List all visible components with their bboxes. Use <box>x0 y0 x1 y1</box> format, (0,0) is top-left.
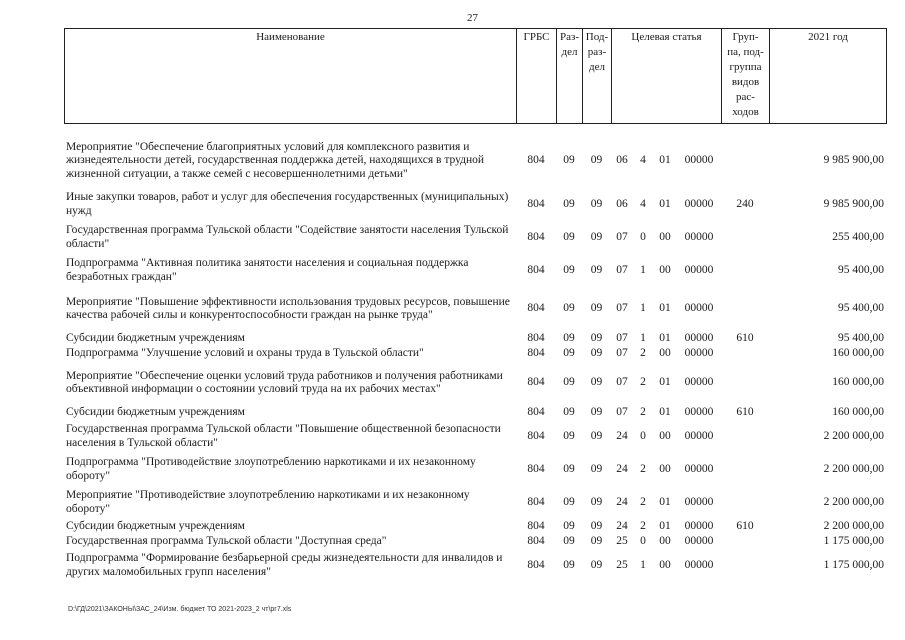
row-target-event: 01 <box>659 495 671 508</box>
row-target-subprogram: 2 <box>640 405 646 418</box>
row-grbs: 804 <box>527 519 545 532</box>
row-podrazdel: 09 <box>590 376 603 389</box>
row-expense-group <box>721 549 769 582</box>
row-target-subprogram: 2 <box>640 495 646 508</box>
row-name: Мероприятие "Противодействие злоупотреблению наркотиками и их незаконному обороту" <box>66 489 470 515</box>
row-expense-group <box>721 134 769 188</box>
header-group: Груп- па, под- группа видов рас- ходов <box>722 29 770 124</box>
row-target-subprogram: 4 <box>640 197 646 210</box>
row-razdel: 09 <box>563 462 575 475</box>
row-grbs: 804 <box>527 230 545 243</box>
table-row <box>64 287 886 331</box>
row-podrazdel: 09 <box>590 197 603 210</box>
row-target-program: 07 <box>616 331 628 344</box>
row-expense-group <box>721 254 769 287</box>
row-expense-group <box>721 420 769 453</box>
row-target-direction: 00000 <box>684 558 714 571</box>
row-amount: 1 175 000,00 <box>823 534 884 547</box>
row-podrazdel: 09 <box>590 429 603 442</box>
row-podrazdel: 09 <box>590 534 603 547</box>
row-podrazdel: 09 <box>590 263 603 276</box>
row-podrazdel: 09 <box>590 331 603 344</box>
row-razdel: 09 <box>563 519 575 532</box>
row-target-direction: 00000 <box>684 331 714 344</box>
row-grbs: 804 <box>527 346 545 359</box>
row-razdel: 09 <box>563 302 575 315</box>
row-podrazdel: 09 <box>590 519 603 532</box>
row-expense-group <box>721 221 769 254</box>
row-name: Подпрограмма "Формирование безбарьерной среды жизнедеятельности для инвалидов и других маломобильных групп населения" <box>66 552 503 578</box>
row-podrazdel: 09 <box>590 346 603 359</box>
row-target-direction: 00000 <box>684 495 714 508</box>
row-target-direction: 00000 <box>684 376 714 389</box>
row-target-event: 01 <box>659 302 671 315</box>
table-row <box>64 549 886 582</box>
table-row <box>64 420 886 453</box>
row-grbs: 804 <box>527 462 545 475</box>
row-target-subprogram: 0 <box>640 429 646 442</box>
row-target-event: 00 <box>659 230 671 243</box>
budget-table <box>64 28 886 582</box>
table-row <box>64 519 886 534</box>
table-row <box>64 221 886 254</box>
row-target-event: 01 <box>659 154 671 167</box>
table-row <box>64 254 886 287</box>
row-amount: 9 985 900,00 <box>823 154 884 167</box>
row-razdel: 09 <box>563 376 575 389</box>
row-target-program: 25 <box>616 558 628 571</box>
row-target-subprogram: 1 <box>640 263 646 276</box>
row-target-direction: 00000 <box>684 230 714 243</box>
row-razdel: 09 <box>563 534 575 547</box>
header-target: Целевая статья <box>612 29 722 124</box>
table-row <box>64 331 886 346</box>
row-amount: 95 400,00 <box>838 331 884 344</box>
row-grbs: 804 <box>527 197 545 210</box>
row-razdel: 09 <box>563 558 575 571</box>
row-name: Мероприятие "Обеспечение оценки условий труда работников и получения работниками объективной информации о состоянии условий труда на их рабочих местах" <box>66 369 503 395</box>
row-target-event: 01 <box>659 331 671 344</box>
row-target-program: 25 <box>616 534 628 547</box>
page-number: 27 <box>467 12 478 24</box>
table-row <box>64 134 886 188</box>
row-target-event: 00 <box>659 534 671 547</box>
row-target-direction: 00000 <box>684 263 714 276</box>
row-expense-group <box>721 453 769 486</box>
row-target-direction: 00000 <box>684 462 714 475</box>
row-expense-group <box>721 346 769 361</box>
row-amount: 95 400,00 <box>838 302 884 315</box>
header-razdel: Раз- дел <box>557 29 583 124</box>
row-grbs: 804 <box>527 429 545 442</box>
row-target-direction: 00000 <box>684 429 714 442</box>
row-grbs: 804 <box>527 154 545 167</box>
header-year: 2021 год <box>770 29 887 124</box>
row-name: Государственная программа Тульской области "Содействие занятости населения Тульской области" <box>66 224 509 250</box>
row-expense-group: 610 <box>736 519 754 532</box>
table-row <box>64 346 886 361</box>
row-target-direction: 00000 <box>684 405 714 418</box>
row-name: Государственная программа Тульской области "Доступная среда" <box>66 534 387 547</box>
row-amount: 2 200 000,00 <box>823 429 884 442</box>
row-razdel: 09 <box>563 331 575 344</box>
table-row <box>64 405 886 420</box>
row-grbs: 804 <box>527 405 545 418</box>
row-target-program: 07 <box>616 302 628 315</box>
row-grbs: 804 <box>527 302 545 315</box>
row-target-event: 00 <box>659 558 671 571</box>
row-target-subprogram: 2 <box>640 376 646 389</box>
row-grbs: 804 <box>527 558 545 571</box>
row-razdel: 09 <box>563 495 575 508</box>
row-name: Мероприятие "Повышение эффективности использования трудовых ресурсов, повышение качества рабочей силы и конкурентоспособности граждан на рынке труда" <box>66 295 510 321</box>
row-target-program: 07 <box>616 376 628 389</box>
row-target-subprogram: 0 <box>640 230 646 243</box>
row-target-subprogram: 1 <box>640 302 646 315</box>
table-header <box>64 28 887 124</box>
row-amount: 1 175 000,00 <box>823 558 884 571</box>
row-target-subprogram: 1 <box>640 558 646 571</box>
table-body <box>64 134 886 582</box>
row-target-event: 01 <box>659 519 671 532</box>
row-podrazdel: 09 <box>590 302 603 315</box>
row-razdel: 09 <box>563 429 575 442</box>
row-grbs: 804 <box>527 263 545 276</box>
row-amount: 9 985 900,00 <box>823 197 884 210</box>
row-amount: 160 000,00 <box>832 405 884 418</box>
row-name: Мероприятие "Обеспечение благоприятных условий для комплексного развития и жизнедеятельности детей, государственная поддержка детей, находящихся в трудной жизненной ситуации, а также семей с несовершеннолетними детьми" <box>66 140 485 180</box>
row-expense-group <box>721 486 769 519</box>
row-razdel: 09 <box>563 230 575 243</box>
row-target-program: 07 <box>616 230 628 243</box>
row-target-program: 24 <box>616 495 628 508</box>
row-name: Субсидии бюджетным учреждениям <box>66 331 245 344</box>
table-row <box>64 188 886 221</box>
header-name: Наименование <box>65 29 517 124</box>
row-grbs: 804 <box>527 534 545 547</box>
row-expense-group: 610 <box>736 331 754 344</box>
row-target-subprogram: 2 <box>640 519 646 532</box>
row-target-event: 01 <box>659 197 671 210</box>
row-target-program: 24 <box>616 429 628 442</box>
row-podrazdel: 09 <box>590 405 603 418</box>
table-row <box>64 453 886 486</box>
row-razdel: 09 <box>563 346 575 359</box>
row-target-program: 07 <box>616 405 628 418</box>
row-podrazdel: 09 <box>590 495 603 508</box>
row-grbs: 804 <box>527 495 545 508</box>
row-amount: 2 200 000,00 <box>823 462 884 475</box>
row-podrazdel: 09 <box>590 558 603 571</box>
row-target-direction: 00000 <box>684 346 714 359</box>
row-target-program: 24 <box>616 462 628 475</box>
row-target-program: 06 <box>616 197 628 210</box>
row-expense-group <box>721 534 769 549</box>
row-name: Субсидии бюджетным учреждениям <box>66 405 245 418</box>
row-amount: 2 200 000,00 <box>823 495 884 508</box>
row-target-event: 00 <box>659 429 671 442</box>
file-path-footer: D:\ГД\2021\ЗАКОНЫ\ЗАС_24\Изм. бюджет ТО 2021-2023_2 чт\рг7.xls <box>68 606 292 613</box>
row-target-event: 01 <box>659 376 671 389</box>
row-grbs: 804 <box>527 331 545 344</box>
row-name: Субсидии бюджетным учреждениям <box>66 519 245 532</box>
row-amount: 160 000,00 <box>832 376 884 389</box>
header-podrazdel: Под- раз- дел <box>583 29 612 124</box>
row-expense-group <box>721 287 769 331</box>
row-target-event: 00 <box>659 263 671 276</box>
row-razdel: 09 <box>563 154 575 167</box>
row-name: Подпрограмма "Улучшение условий и охраны труда в Тульской области" <box>66 346 424 359</box>
table-row <box>64 486 886 519</box>
row-target-subprogram: 4 <box>640 154 646 167</box>
row-amount: 255 400,00 <box>832 230 884 243</box>
row-podrazdel: 09 <box>590 230 603 243</box>
row-target-subprogram: 2 <box>640 462 646 475</box>
row-razdel: 09 <box>563 263 575 276</box>
row-target-direction: 00000 <box>684 302 714 315</box>
row-expense-group: 240 <box>736 197 754 210</box>
row-target-subprogram: 0 <box>640 534 646 547</box>
row-target-subprogram: 1 <box>640 331 646 344</box>
table-row <box>64 534 886 549</box>
table-row <box>64 361 886 405</box>
row-podrazdel: 09 <box>590 462 603 475</box>
row-podrazdel: 09 <box>590 154 603 167</box>
row-name: Подпрограмма "Противодействие злоупотреблению наркотиками и их незаконному обороту" <box>66 456 476 482</box>
row-target-program: 07 <box>616 263 628 276</box>
row-grbs: 804 <box>527 376 545 389</box>
row-target-subprogram: 2 <box>640 346 646 359</box>
row-expense-group <box>721 361 769 405</box>
row-target-program: 06 <box>616 154 628 167</box>
row-name: Иные закупки товаров, работ и услуг для обеспечения государственных (муниципальных) нужд <box>66 191 509 217</box>
row-razdel: 09 <box>563 405 575 418</box>
row-amount: 2 200 000,00 <box>823 519 884 532</box>
header-grbs: ГРБС <box>517 29 557 124</box>
row-target-direction: 00000 <box>684 197 714 210</box>
row-target-event: 01 <box>659 405 671 418</box>
row-target-program: 07 <box>616 346 628 359</box>
row-name: Государственная программа Тульской области "Повышение общественной безопасности населения в Тульской области" <box>66 423 501 449</box>
row-expense-group: 610 <box>736 405 754 418</box>
row-amount: 160 000,00 <box>832 346 884 359</box>
row-amount: 95 400,00 <box>838 263 884 276</box>
row-target-program: 24 <box>616 519 628 532</box>
row-target-direction: 00000 <box>684 534 714 547</box>
row-razdel: 09 <box>563 197 575 210</box>
row-name: Подпрограмма "Активная политика занятости населения и социальная поддержка безработных граждан" <box>66 257 469 283</box>
row-target-direction: 00000 <box>684 519 714 532</box>
row-target-event: 00 <box>659 346 671 359</box>
row-target-direction: 00000 <box>684 154 714 167</box>
row-target-event: 00 <box>659 462 671 475</box>
